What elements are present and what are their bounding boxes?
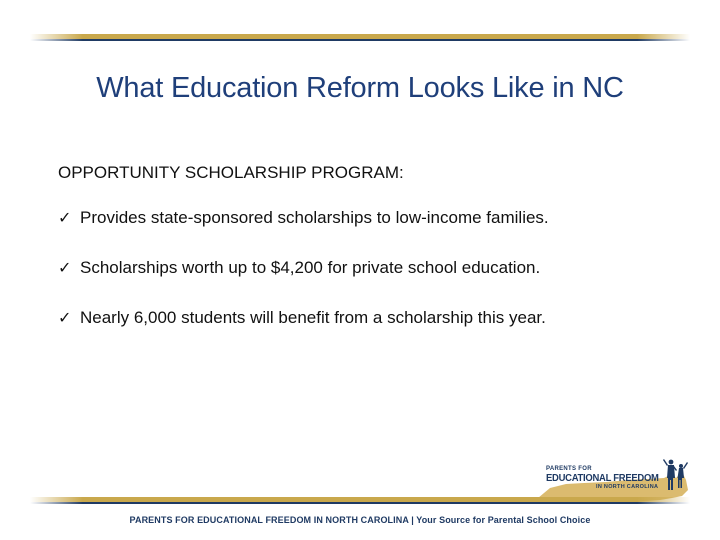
- bullet-text: Scholarships worth up to $4,200 for private school education.: [80, 258, 541, 277]
- logo-text-top: PARENTS FOR: [546, 466, 592, 472]
- bullet-item: [58, 307, 549, 357]
- bullet-list: [58, 207, 549, 357]
- bottom-divider: [30, 497, 690, 504]
- top-divider: [30, 34, 690, 41]
- bullet-text: Provides state-sponsored scholarships to low-income families.: [80, 208, 549, 227]
- section-heading: OPPORTUNITY SCHOLARSHIP PROGRAM:: [58, 163, 404, 182]
- checkmark-icon: ✓: [58, 208, 72, 227]
- footer-text: PARENTS FOR EDUCATIONAL FREEDOM IN NORTH CAROLINA | Your Source for Parental School Choice: [129, 515, 591, 525]
- bullet-text: Nearly 6,000 students will benefit from a scholarship this year.: [80, 308, 546, 327]
- bullet-item: [58, 207, 549, 257]
- logo-text-bottom: IN NORTH CAROLINA: [596, 484, 659, 490]
- checkmark-icon: ✓: [58, 258, 72, 277]
- slide-title: What Education Reform Looks Like in NC: [96, 72, 624, 104]
- checkmark-icon: ✓: [58, 308, 72, 327]
- bullet-item: [58, 257, 549, 307]
- organization-logo: [536, 458, 692, 502]
- logo-text-main: EDUCATIONAL FREEDOM: [546, 472, 659, 484]
